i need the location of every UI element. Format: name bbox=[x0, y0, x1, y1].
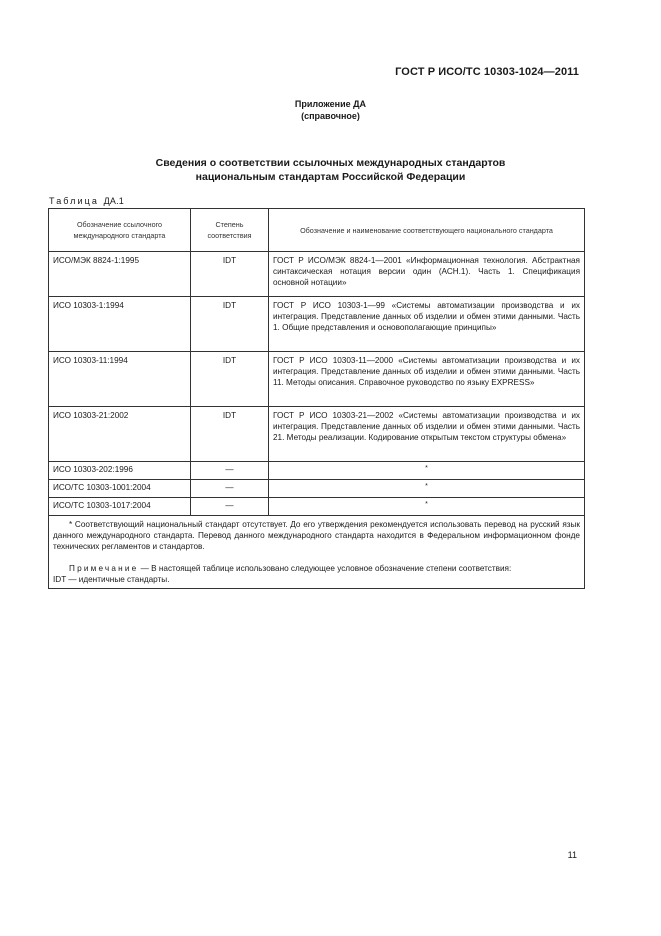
footnote-text: * Соответствующий национальный стандарт отсутствует. До его утверждения рекомендуется использовать перевод на русский язык данного международного стандарта. Перевод данного международного стандарта находится в Федеральном информационном фонде технических регламентов и стандартов. bbox=[53, 520, 580, 551]
header-degree: Степень соответствия bbox=[191, 209, 269, 252]
note-label: Примечание bbox=[69, 564, 139, 573]
table-row bbox=[49, 462, 585, 480]
appendix-label: Приложение ДА bbox=[294, 99, 367, 109]
table-footer-row bbox=[49, 516, 585, 589]
note-text: — В настоящей таблице использовано следующее условное обозначение степени соответствия: bbox=[138, 564, 512, 573]
cell-reference: ИСО 10303-1:1994 bbox=[49, 297, 191, 352]
cell-national: ГОСТ Р ИСО 10303-1—99 «Системы автоматизации производства и их интеграция. Представление данных об изделии и обмен этими данными. Часть 1. Общие представления и основополагающие принципы» bbox=[269, 297, 585, 352]
appendix-title bbox=[0, 98, 661, 122]
cell-national-missing: * bbox=[269, 480, 585, 498]
cell-reference: ИСО/ТС 10303-1001:2004 bbox=[49, 480, 191, 498]
cell-national: ГОСТ Р ИСО 10303-11—2000 «Системы автоматизации производства и их интеграция. Представление данных об изделии и обмен этими данными. Часть 11. Методы описания. Справочное руководство по языку EXPRESS» bbox=[269, 352, 585, 407]
cell-degree: IDT bbox=[191, 352, 269, 407]
cell-national: ГОСТ Р ИСО 10303-21—2002 «Системы автоматизации производства и их интеграция. Представление данных об изделии и обмен этими данными. Часть 21. Методы реализации. Кодирование открытым текстом структуры обмена» bbox=[269, 407, 585, 462]
cell-degree: — bbox=[191, 480, 269, 498]
note-idt-definition: IDT — идентичные стандарты. bbox=[53, 575, 170, 584]
table-row bbox=[49, 352, 585, 407]
cell-national-missing: * bbox=[269, 498, 585, 516]
table-row bbox=[49, 480, 585, 498]
table-caption-number: ДА.1 bbox=[103, 196, 125, 206]
cell-reference: ИСО/ТС 10303-1017:2004 bbox=[49, 498, 191, 516]
cell-degree: IDT bbox=[191, 252, 269, 297]
document-code: ГОСТ Р ИСО/ТС 10303-1024—2011 bbox=[395, 66, 579, 78]
cell-national: ГОСТ Р ИСО/МЭК 8824-1—2001 «Информационная технология. Абстрактная синтаксическая нотация версии один (АСН.1). Часть 1. Спецификация основной нотации» bbox=[269, 252, 585, 297]
cell-national-missing: * bbox=[269, 462, 585, 480]
cell-degree: — bbox=[191, 462, 269, 480]
header-reference-standard: Обозначение ссылочного международного стандарта bbox=[49, 209, 191, 252]
correspondence-table bbox=[48, 208, 585, 589]
section-heading bbox=[0, 156, 661, 184]
table-row bbox=[49, 252, 585, 297]
table-row bbox=[49, 498, 585, 516]
header-national-standard: Обозначение и наименование соответствующего национального стандарта bbox=[269, 209, 585, 252]
cell-reference: ИСО 10303-21:2002 bbox=[49, 407, 191, 462]
cell-reference: ИСО 10303-202:1996 bbox=[49, 462, 191, 480]
cell-degree: IDT bbox=[191, 407, 269, 462]
table-caption bbox=[49, 196, 124, 206]
table-row bbox=[49, 407, 585, 462]
table-row bbox=[49, 297, 585, 352]
table-footnotes bbox=[49, 516, 585, 589]
appendix-type: (справочное) bbox=[301, 111, 360, 121]
heading-line-1: Сведения о соответствии ссылочных международных стандартов bbox=[155, 157, 506, 169]
cell-degree: — bbox=[191, 498, 269, 516]
cell-reference: ИСО 10303-11:1994 bbox=[49, 352, 191, 407]
cell-reference: ИСО/МЭК 8824-1:1995 bbox=[49, 252, 191, 297]
table-header-row bbox=[49, 209, 585, 252]
cell-degree: IDT bbox=[191, 297, 269, 352]
table-caption-word: Таблица bbox=[49, 196, 99, 206]
table-note bbox=[53, 563, 580, 574]
heading-line-2: национальным стандартам Российской Федерации bbox=[195, 171, 466, 183]
page-number: 11 bbox=[567, 850, 577, 860]
